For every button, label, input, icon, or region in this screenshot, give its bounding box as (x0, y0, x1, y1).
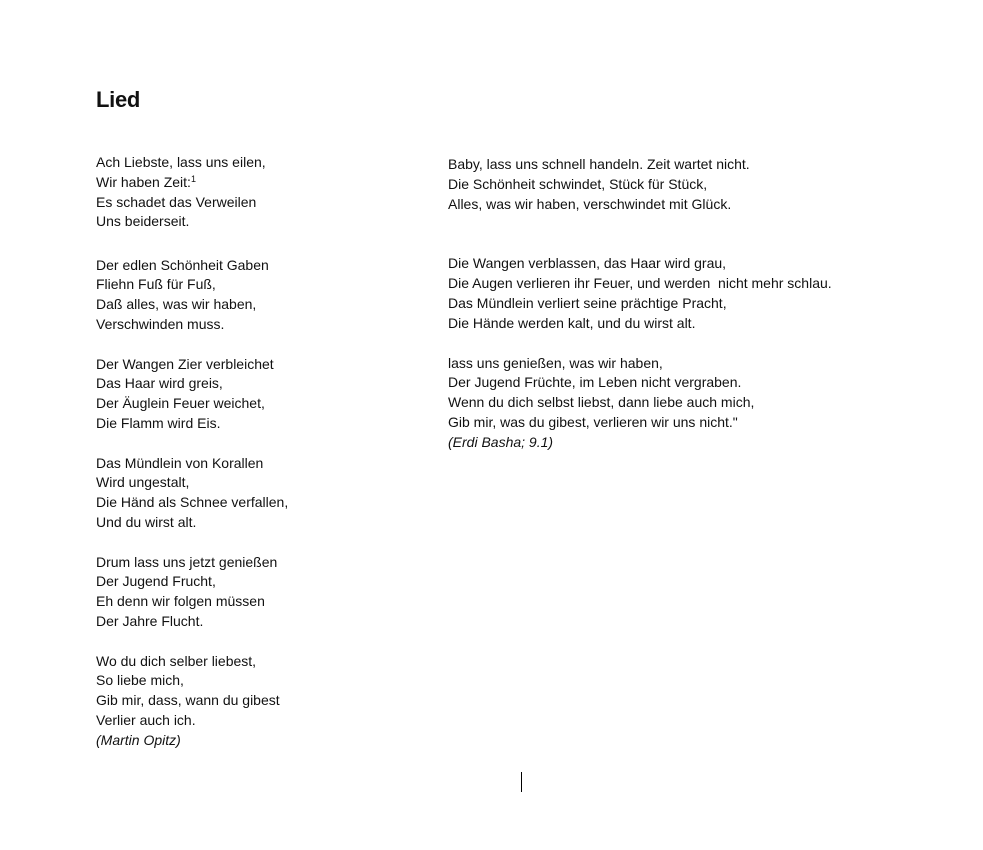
poem-line: Das Mündlein von Korallen (96, 454, 264, 471)
stanza (448, 155, 832, 214)
translation-column (448, 155, 832, 453)
poem-line: Das Haar wird greis, (96, 375, 223, 392)
poem-line: Baby, lass uns schnell handeln. Zeit wartet nicht. (448, 156, 750, 172)
stanza (96, 256, 288, 335)
poem-line: So liebe mich, (96, 672, 184, 689)
poem-line: Der Jahre Flucht. (96, 613, 204, 630)
poem-line: Der Jugend Früchte, im Leben nicht vergraben. (448, 374, 742, 391)
stanza (96, 355, 288, 434)
poem-line: Fliehn Fuß für Fuß, (96, 276, 216, 293)
poem-line: Gib mir, was du gibest, verlieren wir uns nicht." (448, 413, 738, 430)
poem-line: lass uns genießen, was wir haben, (448, 354, 663, 371)
poem-line: Das Mündlein verliert seine prächtige Pracht, (448, 294, 727, 311)
footnote-marker[interactable]: 1 (190, 173, 196, 184)
poem-line: Die Flamm wird Eis. (96, 415, 221, 432)
poem-line: Die Hände werden kalt, und du wirst alt. (448, 314, 696, 331)
poem-line: Es schadet das Verweilen (96, 193, 257, 210)
stanza (448, 254, 832, 333)
poem-line: Wird ungestalt, (96, 474, 190, 491)
stanza (96, 454, 288, 533)
poem-line: Verschwinden muss. (96, 316, 225, 333)
poem-line: Daß alles, was wir haben, (96, 296, 257, 313)
poem-line: Der Jugend Frucht, (96, 573, 216, 590)
poem-line: Die Augen verlieren ihr Feuer, und werden nicht mehr schlau. (448, 275, 832, 292)
text-cursor (521, 772, 522, 792)
poem-line: Die Händ als Schnee verfallen, (96, 494, 289, 511)
stanza (96, 553, 288, 632)
stanza (96, 652, 288, 751)
poem-line: Wo du dich selber liebest, (96, 652, 257, 669)
attribution: (Martin Opitz) (96, 731, 181, 748)
poem-line: Uns beiderseit. (96, 213, 190, 230)
poem-line: Die Schönheit schwindet, Stück für Stück, (448, 175, 708, 192)
poem-line: Ach Liebste, lass uns eilen, (96, 154, 266, 170)
poem-line: Und du wirst alt. (96, 514, 197, 531)
poem-line: Die Wangen verblassen, das Haar wird grau, (448, 255, 727, 272)
poem-line: Drum lass uns jetzt genießen (96, 553, 278, 570)
stanza (448, 354, 832, 453)
poem-line: Alles, was wir haben, verschwindet mit Glück. (448, 195, 732, 212)
poem-line: Der edlen Schönheit Gaben (96, 256, 269, 273)
poem-line: Der Äuglein Feuer weichet, (96, 395, 265, 412)
poem-line: Wenn du dich selbst liebst, dann liebe auch mich, (448, 394, 755, 411)
poem-line: Wir haben Zeit:$^1$ (96, 173, 196, 190)
original-poem-column (96, 153, 288, 751)
document-title: Lied (96, 87, 141, 112)
attribution: (Erdi Basha; 9.1) (448, 433, 554, 450)
poem-line: Verlier auch ich. (96, 712, 196, 729)
stanza (96, 153, 288, 232)
poem-line: Gib mir, dass, wann du gibest (96, 692, 280, 709)
poem-line: Eh denn wir folgen müssen (96, 593, 265, 610)
poem-line: Der Wangen Zier verbleichet (96, 355, 274, 372)
